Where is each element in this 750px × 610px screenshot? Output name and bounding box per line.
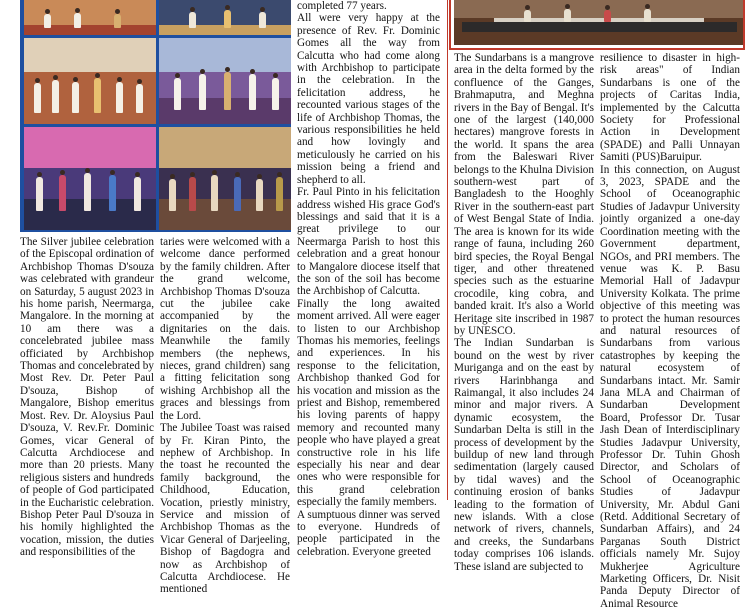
paragraph: The Indian Sundarban is bound on the west by river Muriganga and on the east by rivers Harinbhanga and Raimangal, it also includes 24 minor and major rivers. A dynamic ecosystem, the Sundarban Delta is still in the process of development by the buildup of new land through sedimentation (largely caused by tidal waves) and the continuing erosion of banks leading to the formation of new islands. With a close network of rivers, channels, and creeks, the Sundarbans today comprises 106 islands. These island are subjected to (454, 337, 594, 573)
article-column-5 (600, 52, 740, 610)
article-column-2 (160, 236, 290, 596)
paragraph: taries were welcomed with a welcome dance performed by the family children. After the grand welcome, Archbishop Thomas D'souza cut the jubilee cake accompanied by the dignitaries on the dais. Meanwhile the family members (the nephews, nieces, grand children) sang a fitting felicitation song wishing Archbishop all the graces and blessings from the Lord. (160, 236, 290, 422)
article-column-4 (454, 52, 594, 573)
paragraph: Fr. Paul Pinto in his felicitation address wished His grace God's blessings and said that it is a great privilege to our Neermarga Parish to host this celebration and a great honour to Mangalore diocese itself that the son of the soil has become the Archbishop of Calcutta. (297, 186, 440, 298)
paragraph: All were very happy at the presence of Rev. Fr. Dominic Gomes all the way from Calcutta who had come along with Archbishop to participate in the celebration. In the felicitation address, he recounted various stages of the life of Archbishop Thomas, the various responsibilities he held and how lovingly and meticulously he carried on his mission being a friend and shepherd to all. (297, 12, 440, 186)
photo-celebration-gathering (159, 127, 291, 230)
photo-procession (24, 38, 156, 124)
photo-concelebrants (159, 38, 291, 124)
sundarbans-article-frame (449, 0, 745, 50)
photo-cake-cutting (24, 127, 156, 230)
article-column-3 (297, 0, 440, 558)
paragraph: The Jubilee Toast was raised by Fr. Kiran Pinto, the nephew of Archbishop. In the toast he recounted the family background, the Childhood, Education, Vocation, priestly ministry, Service and mission of Archbishop Thomas as the Vicar General of Darjeeling, Bishop of Bagdogra and now as Archbishop of Calcutta Archdiocese. He mentioned (160, 422, 290, 596)
paragraph: A sumptuous dinner was served to everyone. Hundreds of people participated in the celebration. Everyone greeted (297, 508, 440, 558)
jubilee-photo-collage (20, 0, 291, 232)
paragraph: In this connection, on August 3, 2023, SPADE and the School of Oceanographic Studies of Jadavpur University jointly organized a one-day Coordination meeting with the Government department, NGOs, and PRI members. The venue was K. P. Basu Memorial Hall of Jadavpur University Kolkata. The prime objective of this meeting was to protect the human resources and natural resources of Sundarbans from various catastrophes by keeping the natural ecosystem of Sundarbans intact. Mr. Samir Jana MLA and Chairman of Sundarban Development Board, Professor Dr. Tusar Jash Dean of Interdisciplinary Studies Jadavpur University, Professor Dr. Tuhin Ghosh Director, and Scholars of School of Oceanographic Studies of Jadavpur University, Mr. Abdul Gani (Retd. Additional Secretary of Sundarban Affairs), and 24 Parganas South District officials namely Mr. Sujoy Mukherjee Agriculture Marketing Officers, Dr. Nisit Panda Deputy Director of Animal Resource (600, 163, 740, 610)
article-column-1 (20, 236, 154, 559)
photo-altar-top-right (159, 0, 291, 35)
paragraph: completed 77 years. (297, 0, 387, 12)
photo-jubilee-mass-top-left (24, 0, 156, 35)
paragraph: The Sundarbans is a mangrove area in the delta formed by the confluence of the Ganges, Brahmaputra, and Meghna rivers in the Bay of Bengal. It's one of the largest (140,000 hectares) mangrove forests in the world. It spans the area from the Baleswari River belongs to the Khulna Division southern-west part of Bangladesh to the Hooghly River in the southern-east part of West Bengal State of India. The area is known for its wide range of fauna, including 260 bird species, the Royal Bengal tiger, and other threatened species such as the estuarine crocodile, king cobra, and banded krait. It's also a World Heritage site inscribed in 1987 by UNESCO. (454, 52, 594, 337)
paragraph: The Silver jubilee celebration of the Episcopal ordination of Archbishop Thomas D'souza was celebrated with grandeur on Saturday, 5 august 2023 in his home parish, Neermarga, Mangalore. In the morning at 10 am there was a concelebrated jubilee mass officiated by Archbishop Thomas and concelebrated by Most Rev. Dr. Peter Paul D'souza, Bishop of Mangalore, Bishop emeritus Most. Rev. Dr. Aloysius Paul D'souza, V. Rev.Fr. Dominic Gomes, vicar General of Calcutta Archdiocese and more than 20 priests. Many religious sisters and hundreds of people of God participated in the Eucharistic celebration. Bishop Peter Paul D'souza in his homily highlighted the vocation, mission, the duties and responsibilities of the (20, 236, 154, 559)
column-divider (447, 0, 448, 500)
paragraph: Finally the long awaited moment arrived. All were eager to listen to our Archbishop Thomas his memories, feelings and experiences. In his response to the felicitation, Archbishop thanked God for his vocation and mission as the priest and Bishop, remembered his loving parents of happy memory and recounted many people who have played a great constructive role in his life especially his near and dear ones who were responsible for this grand celebration especially the family members. (297, 297, 440, 509)
paragraph: resilience to disaster in high-risk areas" of Indian Sundarbans is one of the projects of Caritas India, implemented by the Calcutta Society for Professional Action in Development (SPADE) and Palli Unnayan Samiti (PUS)Baruipur. (600, 52, 740, 164)
